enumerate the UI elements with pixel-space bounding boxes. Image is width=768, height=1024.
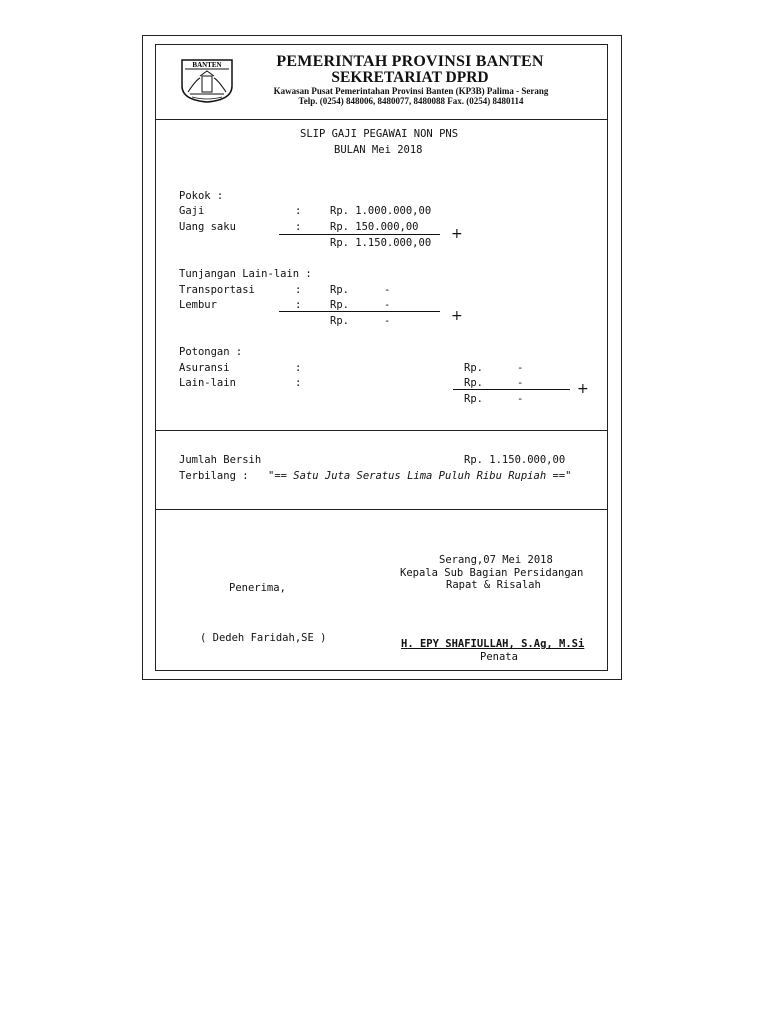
pokok-sum-rule (279, 234, 440, 235)
gaji-colon: : (295, 205, 302, 217)
jumlah-bersih-label: Jumlah Bersih (179, 454, 262, 466)
transport-currency: Rp. (330, 284, 349, 296)
potongan-total-value: - (517, 393, 524, 405)
logo-text: BANTEN (192, 61, 222, 69)
transport-label: Transportasi (179, 284, 255, 296)
asuransi-currency: Rp. (464, 362, 483, 374)
potongan-sum-rule (453, 389, 570, 390)
lainlain-value: - (517, 377, 524, 389)
tunjangan-sum-rule (279, 311, 440, 312)
pokok-total-value: Rp. 1.150.000,00 (330, 237, 432, 249)
lembur-label: Lembur (179, 299, 217, 311)
lainlain-label: Lain-lain (179, 377, 236, 389)
potongan-label: Potongan : (179, 346, 243, 358)
tunjangan-total-value: - (384, 315, 391, 327)
header-address: Kawasan Pusat Pemerintahan Provinsi Banten (KP3B) Palima - Serang (273, 86, 549, 96)
tunjangan-total-currency: Rp. (330, 315, 349, 327)
signature-position-line1: Kepala Sub Bagian Persidangan (400, 567, 584, 579)
potongan-total-currency: Rp. (464, 393, 483, 405)
header-title-line1: PEMERINTAH PROVINSI BANTEN (276, 53, 544, 70)
official-rank: Penata (480, 651, 518, 663)
pokok-label: Pokok : (179, 190, 224, 202)
lembur-value: - (384, 299, 391, 311)
slip-title: SLIP GAJI PEGAWAI NON PNS (300, 128, 459, 140)
gaji-value: Rp. 1.000.000,00 (330, 205, 432, 217)
uang-saku-value: Rp. 150.000,00 (330, 221, 419, 233)
tunjangan-plus-sign: + (451, 308, 463, 324)
receiver-name: ( Dedeh Faridah,SE ) (200, 632, 327, 644)
transport-value: - (384, 284, 391, 296)
asuransi-colon: : (295, 362, 302, 374)
asuransi-label: Asuransi (179, 362, 230, 374)
uang-saku-colon: : (295, 221, 302, 233)
lembur-colon: : (295, 299, 302, 311)
asuransi-value: - (517, 362, 524, 374)
lainlain-currency: Rp. (464, 377, 483, 389)
lembur-currency: Rp. (330, 299, 349, 311)
transport-colon: : (295, 284, 302, 296)
signature-position-line2: Rapat & Risalah (446, 579, 541, 591)
potongan-plus-sign: + (577, 381, 589, 397)
header-contact: Telp. (0254) 848006, 8480077, 8480088 Fax. (0254) 8480114 (298, 96, 524, 106)
gaji-label: Gaji (179, 205, 205, 217)
details-divider (155, 430, 608, 431)
official-name: H. EPY SHAFIULLAH, S.Ag, M.Si (401, 638, 585, 650)
signature-place-date: Serang,07 Mei 2018 (439, 554, 553, 566)
summary-divider (155, 509, 608, 510)
jumlah-bersih-value: Rp. 1.150.000,00 (464, 454, 566, 466)
lainlain-colon: : (295, 377, 302, 389)
pokok-plus-sign: + (451, 226, 463, 242)
receiver-label: Penerima, (229, 582, 286, 594)
terbilang-label: Terbilang : (179, 470, 249, 482)
header-divider (155, 119, 608, 120)
uang-saku-label: Uang saku (179, 221, 236, 233)
slip-month: BULAN Mei 2018 (334, 144, 423, 156)
header-title-line2: SEKRETARIAT DPRD (331, 69, 489, 86)
tunjangan-label: Tunjangan Lain-lain : (179, 268, 312, 280)
terbilang-value: "== Satu Juta Seratus Lima Puluh Ribu Rupiah ==" (268, 470, 572, 482)
banten-emblem-icon (178, 56, 236, 104)
